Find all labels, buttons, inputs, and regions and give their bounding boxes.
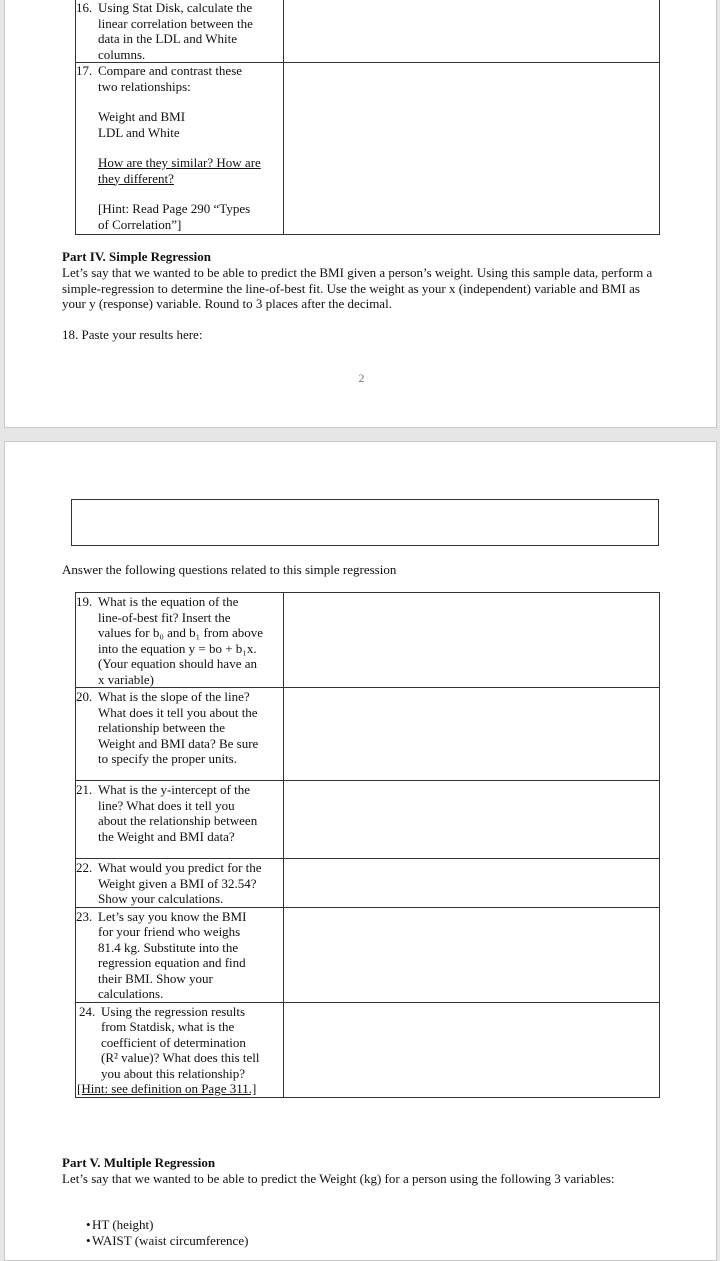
part-iv-heading: Part IV. Simple Regression [62, 249, 212, 264]
part-v-instructions: Let’s say that we wanted to be able to predict the Weight (kg) for a person using the following 3 variables: [62, 1171, 615, 1186]
question-number: 16. [76, 0, 93, 15]
question-text: Using Stat Disk, calculate the linear correlation between the data in the LDL and White columns. [98, 0, 253, 62]
question-number: 24. [79, 1003, 96, 1019]
question-number: 22. [76, 860, 93, 875]
answer-16-cell[interactable] [284, 0, 660, 63]
table-row [76, 859, 660, 908]
question-number: 19. [76, 594, 93, 609]
question-text: What is the slope of the line? What does it tell you about the relationship between the Weight and BMI data? Be sure to specify the proper units. [98, 689, 259, 766]
table-row [76, 63, 660, 235]
answer-20-cell[interactable] [284, 688, 660, 781]
question-table-top [75, 0, 660, 235]
document-page-2 [4, 0, 717, 428]
question-23-cell [76, 907, 284, 1002]
answer-23-cell[interactable] [284, 907, 660, 1002]
question-text: Let’s say you know the BMI for your friend who weighs 81.4 kg. Substitute into the regression equation and find their BMI. Show your calculations. [98, 908, 247, 1001]
question-24-hint: [Hint: see definition on Page 311.] [77, 1081, 257, 1096]
table-row [76, 0, 660, 63]
question-16-cell [76, 0, 284, 63]
table-row [76, 688, 660, 781]
answer-17-cell[interactable] [284, 63, 660, 235]
question-text: Compare and contrast these two relationships: Weight and BMI LDL and White How are they similar? How are they different? [Hint: Read Page 290 “Types of Correlation”] [98, 63, 261, 232]
answer-24-cell[interactable] [284, 1002, 660, 1097]
question-18-text: 18. Paste your results here: [62, 327, 203, 342]
answer-19-cell[interactable] [284, 593, 660, 688]
bullet-icon: • [86, 1233, 91, 1248]
question-20-cell [76, 688, 284, 781]
question-text: What is the equation of the line-of-best fit? Insert the values for b₀ and b₁ from above into the equation y = bo + b₁x. (Your equation should have an x variable) [98, 594, 264, 687]
bullet-icon: • [86, 1217, 91, 1232]
question-text: What would you predict for the Weight given a BMI of 32.54? Show your calculations. [98, 860, 262, 906]
question-number: 17. [76, 63, 93, 78]
page-number: 2 [358, 371, 365, 385]
part-iv-instructions: Let’s say that we wanted to be able to predict the BMI given a person’s weight. Using this sample data, perform a simple-regression to determine the line-of-best fit. Use the weight as your x (independent) variable and BMI as your y (response) variable. Round to 3 places after the decimal. [62, 265, 653, 311]
document-page-3 [4, 441, 717, 1261]
list-item: • WAIST (waist circumference) [62, 1233, 248, 1249]
table-row [76, 1002, 660, 1097]
question-21-cell [76, 781, 284, 859]
question-text: Using the regression results from Statdisk, what is the coefficient of determination (R² value)? What does this tell you about this relationship? [101, 1003, 260, 1081]
question-number: 21. [76, 782, 93, 797]
results-paste-box[interactable] [71, 499, 659, 546]
list-item: • HT (height) [62, 1217, 248, 1233]
regression-questions-intro: Answer the following questions related to this simple regression [62, 562, 397, 577]
question-number: 23. [76, 908, 93, 924]
question-22-cell [76, 859, 284, 908]
variable-list [62, 1217, 248, 1249]
part-v-heading: Part V. Multiple Regression [62, 1155, 216, 1170]
table-row [76, 907, 660, 1002]
answer-22-cell[interactable] [284, 859, 660, 908]
question-17-cell [76, 63, 284, 235]
question-number: 20. [76, 689, 93, 704]
table-row [76, 781, 660, 859]
question-text: What is the y-intercept of the line? What does it tell you about the relationship between the Weight and BMI data? [98, 782, 258, 844]
regression-question-table [75, 592, 660, 1098]
question-19-cell [76, 593, 284, 688]
table-row [76, 593, 660, 688]
answer-21-cell[interactable] [284, 781, 660, 859]
question-24-cell [76, 1002, 284, 1097]
